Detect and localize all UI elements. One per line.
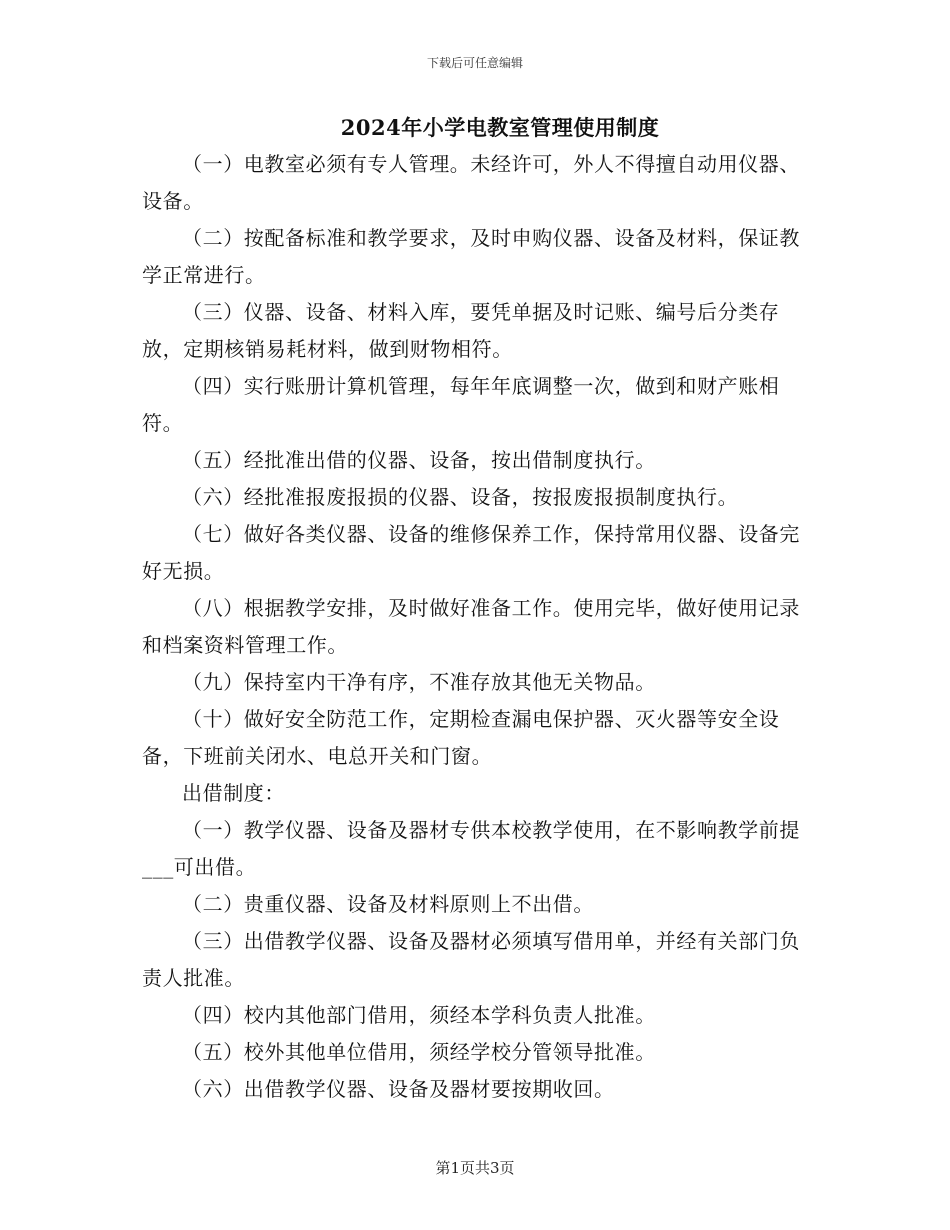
paragraph-10: （十）做好安全防范工作，定期检查漏电保护器、灭火器等安全设备，下班前关闭水、电总开关和门窗。 [142,707,780,768]
lending-rule-4: （四）校内其他部门借用，须经本学科负责人批准。 [182,1003,656,1027]
section-heading-lending: 出借制度： [182,781,285,805]
lending-rule-6: （六）出借教学仪器、设备及器材要按期收回。 [182,1077,615,1101]
paragraph-6: （六）经批准报废报损的仪器、设备，按报废报损制度执行。 [182,485,739,509]
header-note: 下载后可任意编辑 [426,56,523,70]
paragraph-3: （三）仪器、设备、材料入库，要凭单据及时记账、编号后分类存放，定期核销易耗材料，做到财物相符。 [142,300,780,361]
paragraph-9: （九）保持室内干净有序，不准存放其他无关物品。 [182,670,656,694]
paragraph-5: （五）经批准出借的仪器、设备，按出借制度执行。 [182,448,656,472]
paragraph-2: （二）按配备标准和教学要求，及时申购仪器、设备及材料，保证教学正常进行。 [142,226,800,287]
lending-rule-3: （三）出借教学仪器、设备及器材必须填写借用单，并经有关部门负责人批准。 [142,929,800,990]
document-body [142,146,802,1108]
paragraph-1: （一）电教室必须有专人管理。未经许可，外人不得擅自动用仪器、设备。 [142,152,800,213]
paragraph-7: （七）做好各类仪器、设备的维修保养工作，保持常用仪器、设备完好无损。 [142,522,800,583]
paragraph-4: （四）实行账册计算机管理，每年年底调整一次，做到和财产账相符。 [142,374,780,435]
lending-rule-2: （二）贵重仪器、设备及材料原则上不出借。 [182,892,594,916]
lending-rule-5: （五）校外其他单位借用，须经学校分管领导批准。 [182,1040,656,1064]
page-number: 第1页共3页 [435,1159,515,1177]
lending-rule-1: （一）教学仪器、设备及器材专供本校教学使用，在不影响教学前提___可出借。 [142,818,800,879]
document-title: 2024年小学电教室管理使用制度 [340,115,660,140]
paragraph-8: （八）根据教学安排，及时做好准备工作。使用完毕，做好使用记录和档案资料管理工作。 [142,596,800,657]
